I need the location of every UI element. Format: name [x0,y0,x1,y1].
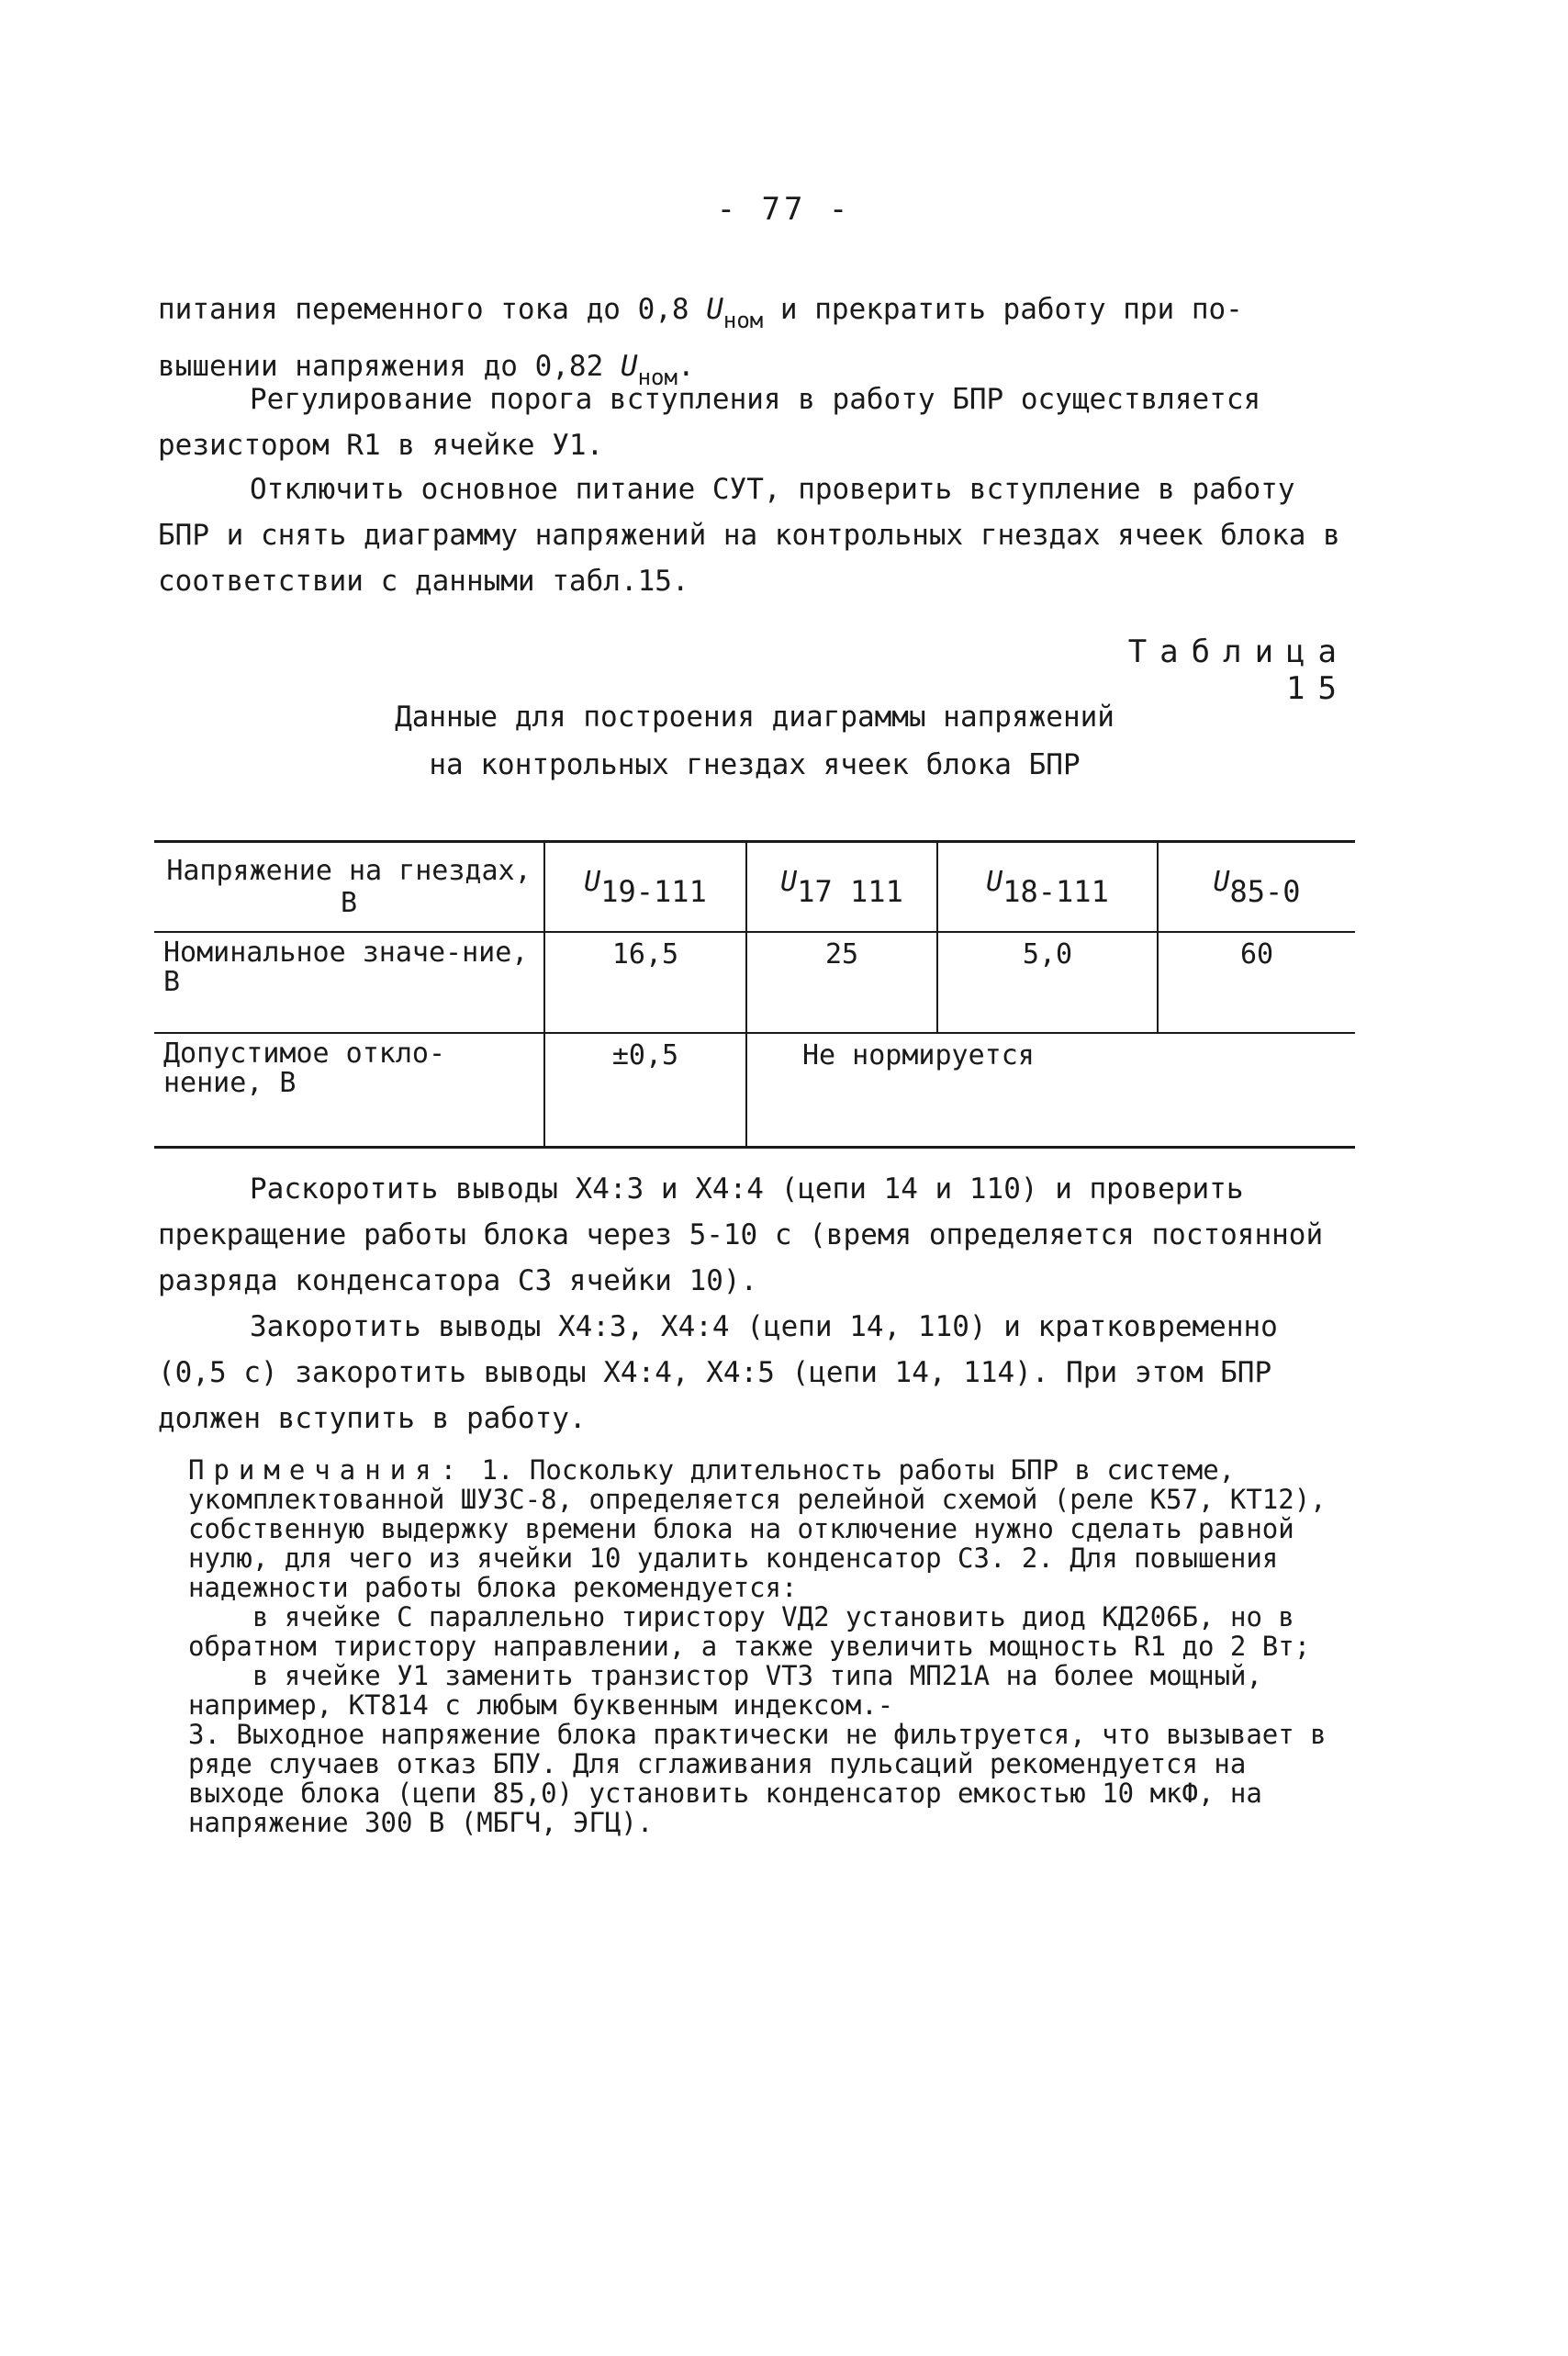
table-header-cell: $U_{85-0}$ [1158,842,1355,933]
note-1: Примечания: 1. Поскольку длительность работы БПР в системе, укомплектованной ШУЗС-8, определяется релейной схемой (реле К57, КТ12), собственную выдержку времени блока на отключение нужно сделать равной нулю, для чего из ячейки 10 удалить конденсатор С3. 2. Для повышения надежности работы блока рекомендуется: [188,1454,1327,1603]
table-cell: Не нормируется [746,1033,1355,1148]
table-caption-line: на контрольных гнездах ячеек блока БПР [429,748,1081,781]
intro-text-2: и прекратить работу при по-вышении напряжения до 0,82 [158,293,1243,383]
table-caption-line: Данные для построения диаграммы напряжений [395,701,1114,734]
short-paragraph: Закоротить выводы X4:3, X4:4 (цепи 14, 110) и кратковременно (0,5 с) закоротить выводы X4:4, X4:5 (цепи 14, 114). При этом БПР должен вступить в работу. [158,1310,1278,1435]
notes-heading: Примечания: [188,1454,466,1486]
notes-block [188,1455,1336,1837]
unshort-paragraph: Раскоротить выводы X4:3 и X4:4 (цепи 14 и 110) и проверить прекращение работы блока через 5-10 с (время определяется постоянной разряда конденсатора С3 ячейки 10). [158,1172,1324,1297]
u-nom-symbol: $U_{ном}$ [620,350,678,390]
table-row [154,932,1355,1033]
note-3: 3. Выходное напряжение блока практически не фильтруется, что вызывает в ряде случаев отказ БПУ. Для сглаживания пульсаций рекомендуется на выходе блока (цепи 85,0) установить конденсатор емкостью 10 мкФ, на напряжение 300 В (МБГЧ, ЭГЦ). [188,1719,1327,1838]
table-row-label: Допустимое откло-нение, В [154,1033,544,1148]
disconnect-paragraph: Отключить основное питание СУТ, проверить вступление в работу БПР и снять диаграмму напряжений на контрольных гнездах ячеек блока в соответствии с данными табл.15. [158,473,1340,598]
table-header-cell: $U_{18-111}$ [937,842,1158,933]
table-caption [158,693,1351,789]
table-cell: 5,0 [937,932,1158,1033]
table-header-cell: $U_{17 111}$ [746,842,937,933]
page-number: - 77 - [716,191,852,228]
table-cell: 25 [746,932,937,1033]
table-row [154,1033,1355,1148]
table-header-cell: $U_{19-111}$ [544,842,746,933]
note-2a: в ячейке С параллельно тиристору VД2 установить диод КД206Б, но в обратном тиристору направлении, а также увеличить мощность R1 до 2 Вт; [188,1601,1311,1662]
voltage-table [154,840,1355,1149]
table-cell: 60 [1158,932,1355,1033]
regulation-paragraph: Регулирование порога вступления в работу БПР осуществляется резистором R1 в ячейке У1. [158,383,1261,462]
table-header-row [154,842,1355,933]
intro-text-1: питания переменного тока до 0,8 [158,293,707,326]
note-2b: в ячейке У1 заменить транзистор VТ3 типа МП21А на более мощный, например, КТ814 с любым буквенным индексом.- [188,1660,1262,1721]
table-cell: ±0,5 [544,1033,746,1148]
table-cell: 16,5 [544,932,746,1033]
note-2: 2. Для повышения надежности работы блока рекомендуется: [188,1543,1279,1603]
u-nom-symbol: $U_{ном}$ [706,293,764,333]
table-label: Таблица 15 [1127,634,1350,707]
table-header-cell: Напряжение на гнездах, В [154,842,544,933]
intro-paragraph: питания переменного тока до 0,8 $U_{ном}$ и прекратить работу при по-вышении напряжения до 0,82 $U_{ном}$. [158,293,1243,390]
table-row-label: Номинальное значе-ние, В [154,932,544,1033]
